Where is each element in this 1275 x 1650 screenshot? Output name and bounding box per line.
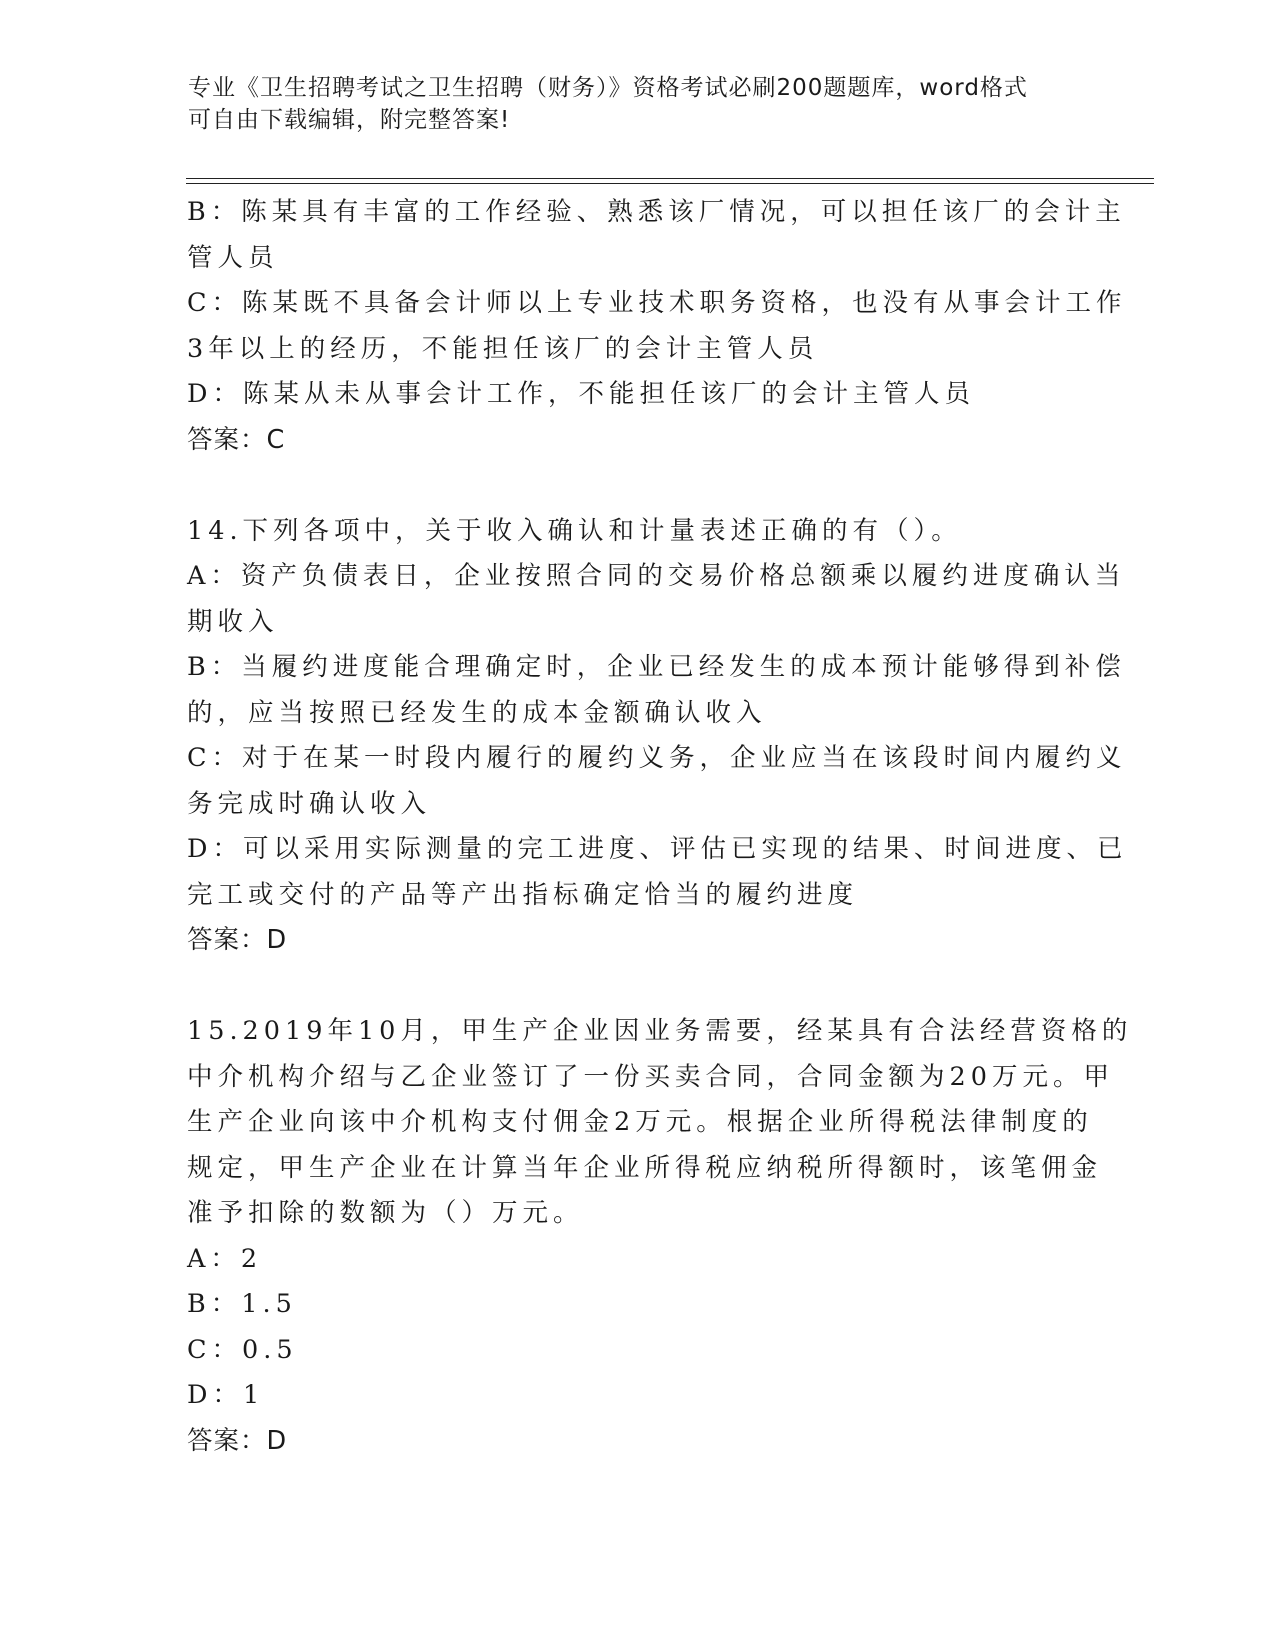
option-line: 期收入 — [187, 606, 279, 637]
option-line: D：可以采用实际测量的完工进度、评估已实现的结果、时间进度、已 — [187, 834, 1128, 864]
header-divider-bottom — [186, 183, 1154, 184]
header-divider-top — [186, 178, 1154, 179]
option-line: 完工或交付的产品等产出指标确定恰当的履约进度 — [187, 879, 859, 910]
option-line: B：当履约进度能合理确定时，企业已经发生的成本预计能够得到补偿 — [187, 652, 1126, 682]
option-line: B：陈某具有丰富的工作经验、熟悉该厂情况，可以担任该厂的会计主 — [187, 197, 1126, 227]
option-line: 管人员 — [187, 242, 279, 273]
question-14 — [187, 509, 1128, 964]
question-text: 准予扣除的数额为（）万元。 — [187, 1198, 584, 1228]
option-line: C：0.5 — [187, 1334, 298, 1365]
document-body — [187, 190, 1133, 1464]
spacer — [187, 463, 1087, 509]
page-header — [188, 72, 1068, 136]
question-13 — [187, 190, 1127, 463]
option-line: C：陈某既不具备会计师以上专业技术职务资格，也没有从事会计工作 — [187, 288, 1127, 318]
option-line: D：1 — [187, 1380, 265, 1410]
answer: 答案：D — [187, 1425, 288, 1456]
answer: 答案：D — [187, 925, 288, 955]
spacer — [187, 964, 1087, 1010]
option-line: D：陈某从未从事会计工作，不能担任该厂的会计主管人员 — [187, 379, 975, 409]
header-line-1: 专业《卫生招聘考试之卫生招聘（财务）》资格考试必刷200题题库，word格式 — [188, 75, 1028, 101]
option-line: C：对于在某一时段内履行的履约义务，企业应当在该段时间内履约义 — [187, 743, 1127, 773]
question-15 — [187, 1009, 1133, 1464]
option-line: 3年以上的经历，不能担任该厂的会计主管人员 — [187, 333, 819, 364]
option-line: A：资产负债表日，企业按照合同的交易价格总额乘以履约进度确认当 — [187, 561, 1126, 591]
answer: 答案：C — [187, 424, 286, 455]
question-text: 15.2019年10月，甲生产企业因业务需要，经某具有合法经营资格的 — [187, 1016, 1133, 1046]
option-line: 务完成时确认收入 — [187, 788, 432, 819]
header-line-2: 可自由下载编辑，附完整答案! — [188, 107, 511, 133]
question-text: 规定，甲生产企业在计算当年企业所得税应纳税所得额时，该笔佣金 — [187, 1152, 1103, 1183]
question-text: 生产企业向该中介机构支付佣金2万元。根据企业所得税法律制度的 — [187, 1107, 1093, 1137]
question-text: 14.下列各项中，关于收入确认和计量表述正确的有（）。 — [187, 515, 962, 546]
option-line: B：1.5 — [187, 1289, 297, 1319]
question-text: 中介机构介绍与乙企业签订了一份买卖合同，合同金额为20万元。甲 — [187, 1061, 1114, 1092]
option-line: 的，应当按照已经发生的成本金额确认收入 — [187, 697, 767, 728]
option-line: A：2 — [187, 1243, 263, 1274]
